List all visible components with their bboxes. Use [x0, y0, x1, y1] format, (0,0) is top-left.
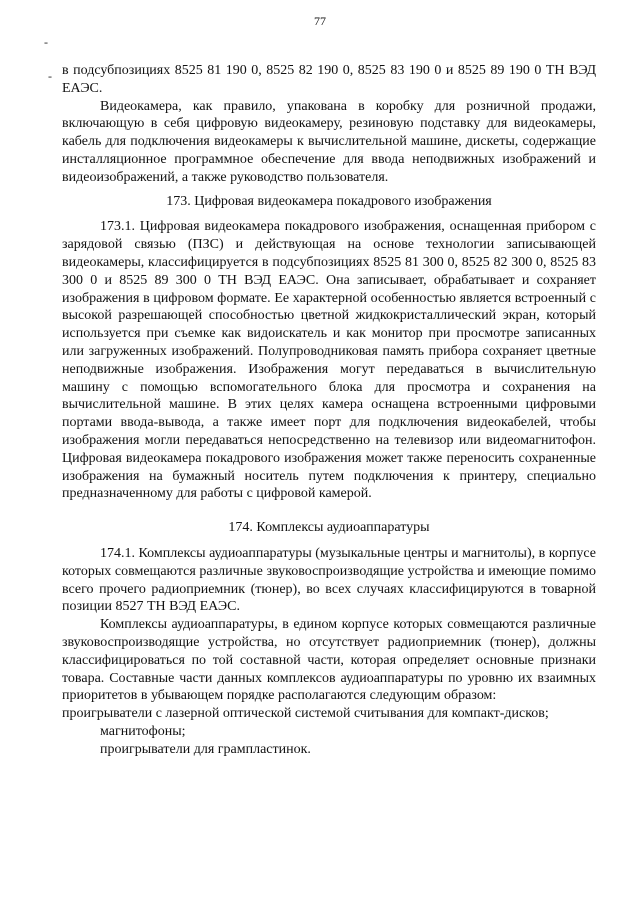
section-heading-174: 174. Комплексы аудиоаппаратуры	[228, 520, 430, 536]
paragraph-intro-continuation: в подсубпозициях 8525 81 190 0, 8525 82 190 0, 8525 83 190 0 и 8525 89 190 0 ТН ВЭД ЕАЭС.	[62, 63, 596, 96]
paragraph-packaging: Видеокамера, как правило, упакована в коробку для розничной продажи, включающую в себя цифровую видеокамеру, резиновую подставку для видеокамеры, кабель для подключения видеокамеры к вычислительной машине, дискеты, содержащие инсталляционное программное обеспечение для ввода неподвижных изображений и видеоизображений, а также руководство пользователя.	[62, 98, 596, 185]
paragraph-174-2: Комплексы аудиоаппаратуры, в едином корпусе которых совмещаются различные звуковоспроизводящие устройства, но отсутствует радиоприемник (тюнер), должны классифицироваться по той составной части, которая определяет основные признаки товара. Составные части данных комплексов аудиоаппаратуры по уровню их взаимных приоритетов в убывающем порядке располагаются следующим образом:	[62, 617, 596, 704]
list-item: проигрыватели для грампластинок.	[100, 741, 311, 757]
paragraph-173-1: 173.1. Цифровая видеокамера покадрового изображения, оснащенная прибором с зарядовой связью (ПЗС) и действующая на основе технологии записывающей видеокамеры, классифицируется в подсубпозициях 8525 81 300 0, 8525 82 300 0, 8525 83 300 0 и 8525 89 300 0 ТН ВЭД ЕАЭС. Она записывает, обрабатывает и сохраняет изображения в цифровом формате. Ее характерной особенностью является встроенный с высокой разрешающей способностью цветной жидкокристаллический экран, который используется при съемке как видоискатель и как монитор при просмотре записанных или загруженных изображений. Полупроводниковая память прибора сохраняет цветные неподвижные изображения. Изображения могут передаваться в вычислительную машину с помощью вспомогательного блока для просмотра и сохранения на вычислительной машине. В этих целях камера оснащена встроенными цифровыми портами ввода-вывода, а также имеет порт для подключения видеокабелей, чтобы изображения могли передаваться непосредственно на телевизор или видеомагнитофон. Цифровая видеокамера покадрового изображения может также переносить сохраненные изображения на бумажный носитель путем подключения к принтеру, специально предназначенному для работы с цифровой камерой.	[62, 219, 596, 502]
list-item: магнитофоны;	[100, 723, 186, 739]
margin-bullet: -	[48, 69, 52, 83]
list-item: проигрыватели с лазерной оптической системой считывания для компакт-дисков;	[62, 706, 549, 722]
scan-mark: -	[44, 35, 48, 49]
section-heading-173: 173. Цифровая видеокамера покадрового изображения	[166, 193, 492, 209]
paragraph-174-1: 174.1. Комплексы аудиоаппаратуры (музыкальные центры и магнитолы), в корпусе которых совмещаются различные звуковоспроизводящие устройства и имеющие помимо всего прочего радиоприемник (тюнер), во всех случаях классифицируются в товарной позиции 8527 ТН ВЭД ЕАЭС.	[62, 545, 596, 615]
page-number: 77	[314, 14, 326, 28]
document-body	[62, 62, 596, 758]
